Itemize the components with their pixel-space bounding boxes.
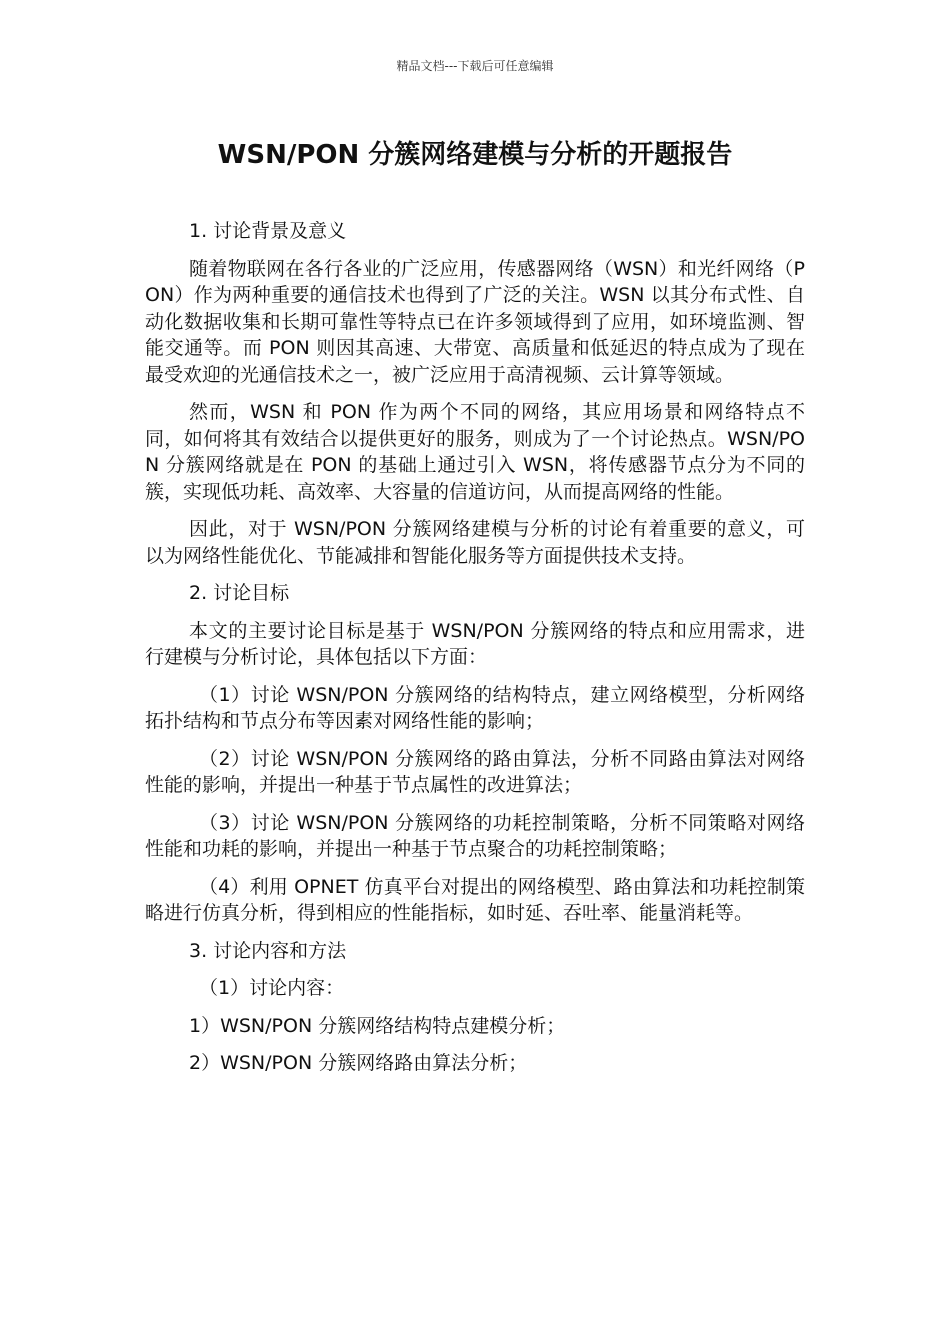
section-heading-background: 1. 讨论背景及意义 (189, 220, 347, 242)
paragraph-goals-intro: 本文的主要讨论目标是基于 WSN/PON 分簇网络的特点和应用需求，进行建模与分析讨论，具体包括以下方面： (145, 619, 805, 668)
goal-item-1: （1）讨论 WSN/PON 分簇网络的结构特点，建立网络模型，分析网络拓扑结构和节点分布等因素对网络性能的影响； (145, 683, 805, 732)
goal-item-4: （4）利用 OPNET 仿真平台对提出的网络模型、路由算法和功耗控制策略进行仿真分析，得到相应的性能指标，如时延、吞吐率、能量消耗等。 (145, 875, 805, 924)
section-heading-content-methods: 3. 讨论内容和方法 (189, 939, 347, 962)
content-item-1: 1）WSN/PON 分簇网络结构特点建模分析； (189, 1014, 566, 1037)
paragraph-background-1: 随着物联网在各行各业的广泛应用，传感器网络（WSN）和光纤网络（PON）作为两种重要的通信技术也得到了广泛的关注。WSN 以其分布式性、自动化数据收集和长期可靠性等特点已在许多领域得到了应用，如环境监测、智能交通等。而 PON 则因其高速、大带宽、高质量和低延迟的特点成为了现在最受欢迎的光通信技术之一，被广泛应用于高清视频、云计算等领域。 (145, 257, 805, 386)
goal-item-3: （3）讨论 WSN/PON 分簇网络的功耗控制策略，分析不同策略对网络性能和功耗的影响，并提出一种基于节点聚合的功耗控制策略； (145, 811, 805, 860)
document-body (145, 218, 805, 1088)
paragraph-background-2: 然而，WSN 和 PON 作为两个不同的网络，其应用场景和网络特点不同，如何将其有效结合以提供更好的服务，则成为了一个讨论热点。WSN/PON 分簇网络就是在 PON 的基础上通过引入 WSN，将传感器节点分为不同的簇，实现低功耗、高效率、大容量的信道访问，从而提高网络的性能。 (145, 401, 805, 503)
paragraph-background-3: 因此，对于 WSN/PON 分簇网络建模与分析的讨论有着重要的意义，可以为网络性能优化、节能减排和智能化服务等方面提供技术支持。 (145, 518, 805, 567)
section-heading-goals: 2. 讨论目标 (189, 582, 290, 604)
goal-item-2: （2）讨论 WSN/PON 分簇网络的路由算法，分析不同路由算法对网络性能的影响，并提出一种基于节点属性的改进算法； (145, 747, 805, 796)
subheading-content: （1）讨论内容： (199, 977, 345, 999)
page-header: 精品文档---下载后可任意编辑 (396, 59, 554, 73)
content-item-2: 2）WSN/PON 分簇网络路由算法分析； (189, 1052, 528, 1074)
document-title: WSN/PON 分簇网络建模与分析的开题报告 (217, 140, 733, 170)
